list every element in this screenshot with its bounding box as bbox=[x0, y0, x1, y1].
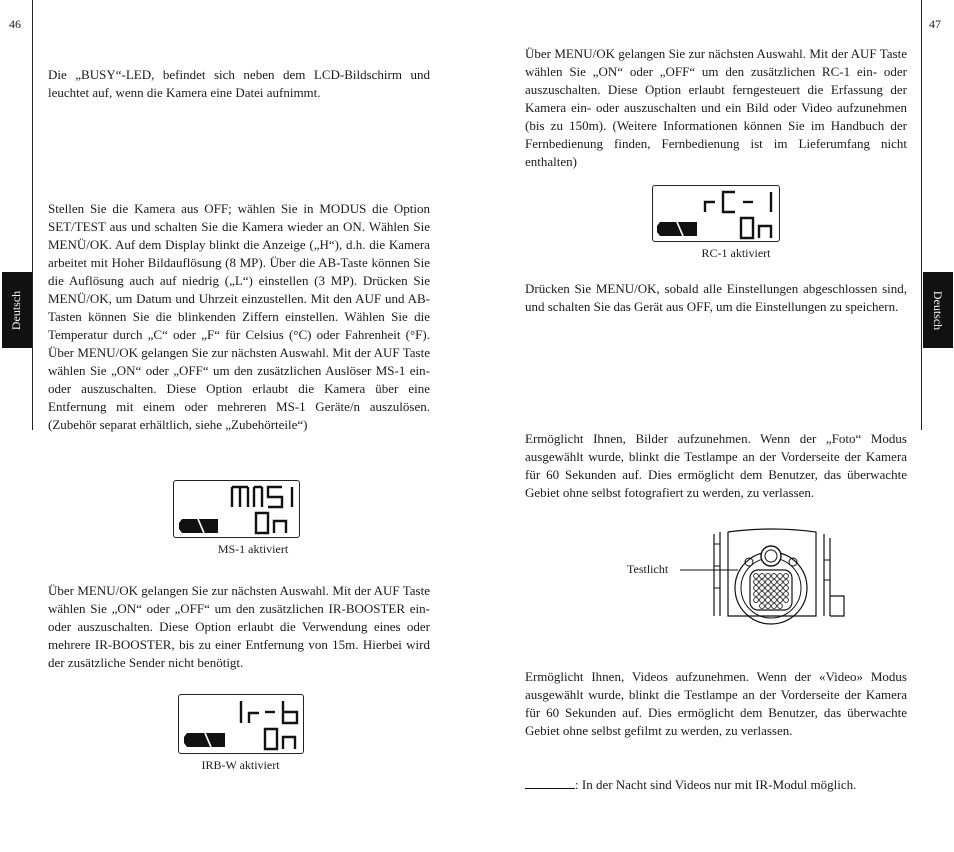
settings-paragraph: Stellen Sie die Kamera aus OFF; wählen Sie in MODUS die Option SET/TEST aus und schalten Sie die Kamera wieder an ON. Wählen Sie MENÜ/OK. Auf dem Display blinkt die Anzeige („H“), d.h. die Kamera arbeitet mit Hoher Bildauflösung (8 MP). Über die AB-Taste können Sie die Auflösung auch auf niedrig („L“) einstellen (3 MP). Drücken Sie MENÜ/OK, um Datum und Uhrzeit einzustellen. Mit den AUF und AB-Tasten können Sie die blinkenden Ziffern einstellen. Wählen Sie die Temperatur durch „C“ oder „F“ für Celsius (°C) oder Fahrenheit (°F). Über MENU/OK gelangen Sie zur nächsten Auswahl. Mit der AUF Taste wählen Sie „ON“ oder „OFF“ um den zusätzlichen Auslöser MS-1 ein- oder auszuschalten. Diese Option erlaubt die Kamera über eine Entfernung mit einem oder mehreren MS-1 Geräte/n auszulösen. (Zubehör separat erhältlich, siehe „Zubehörteile“) bbox=[48, 201, 430, 432]
lcd-rc1-caption: RC-1 aktiviert bbox=[701, 246, 771, 260]
lcd-irb-display bbox=[178, 694, 304, 754]
camera-front-illustration bbox=[680, 530, 848, 616]
page-number-left: 46 bbox=[9, 17, 21, 31]
lcd-ms1-display bbox=[173, 480, 300, 538]
video-mode-paragraph: Ermöglicht Ihnen, Videos aufzunehmen. Wenn der «Video» Modus ausgewählt wurde, blinkt die Testlampe an der Vorderseite der Kamera für 60 Sekunden auf. Dies ermöglicht dem Benutzer, das überwachte Gebiet ohne selbst gefilmt zu werden, zu verlassen. bbox=[525, 669, 907, 738]
left-margin-rule bbox=[32, 0, 33, 430]
busy-led-paragraph: Die „BUSY“-LED, befindet sich neben dem LCD-Bildschirm und leuchtet auf, wenn die Kamera eine Datei aufnimmt. bbox=[48, 67, 430, 100]
lcd-rc1-display bbox=[652, 185, 780, 242]
side-tab-left-label: Deutsch bbox=[9, 290, 24, 330]
testlicht-label: Testlicht bbox=[627, 562, 669, 576]
lcd-irb-graphic bbox=[179, 695, 303, 753]
lcd-ms1-graphic bbox=[174, 481, 299, 537]
note-underline bbox=[525, 788, 575, 789]
note-text: : In der Nacht sind Videos nur mit IR-Modul möglich. bbox=[575, 777, 857, 792]
night-video-note bbox=[525, 776, 856, 794]
lcd-rc1-graphic bbox=[653, 186, 779, 241]
right-margin-rule bbox=[921, 0, 922, 430]
rc1-paragraph: Über MENU/OK gelangen Sie zur nächsten Auswahl. Mit der AUF Taste wählen Sie „ON“ oder „OFF“ um den zusätzlichen RC-1 ein- oder auszuschalten. Diese Option erlaubt ferngesteuert die Erfassung der Kamera ein- oder auszuschalten und ein Bild oder Video aufzunehmen (bis zu 150m). (Weitere Informationen können Sie im Handbuch der Fernbedienung finden, Fernbedienung ist im Lieferumfang nicht enthalten) bbox=[525, 46, 907, 169]
side-tab-right bbox=[923, 272, 953, 348]
save-settings-paragraph: Drücken Sie MENU/OK, sobald alle Einstellungen abgeschlossen sind, und schalten Sie das Gerät aus OFF, um die Einstellungen zu speichern. bbox=[525, 281, 907, 314]
page-number-right: 47 bbox=[929, 17, 941, 31]
photo-mode-paragraph: Ermöglicht Ihnen, Bilder aufzunehmen. Wenn der „Foto“ Modus ausgewählt wurde, blinkt die Testlampe an der Vorderseite der Kamera für 60 Sekunden auf. Dies ermöglicht dem Benutzer, das überwachte Gebiet ohne selbst fotografiert zu werden, zu verlassen. bbox=[525, 431, 907, 500]
side-tab-left bbox=[2, 272, 32, 348]
lcd-ms1-caption: MS-1 aktiviert bbox=[217, 542, 289, 556]
side-tab-right-label: Deutsch bbox=[931, 290, 946, 330]
lcd-irb-caption: IRB-W aktiviert bbox=[201, 758, 280, 772]
ir-booster-paragraph: Über MENU/OK gelangen Sie zur nächsten Auswahl. Mit der AUF Taste wählen Sie „ON“ oder „OFF“ um den zusätzlichen IR-BOOSTER ein- oder auszuschalten. Diese Option erlaubt die Verwendung eines oder mehrere IR-BOOSTER, bis zu einer Entfernung von 15m. Hierbei wird der zusätzliche Sender nicht benötigt. bbox=[48, 583, 430, 670]
